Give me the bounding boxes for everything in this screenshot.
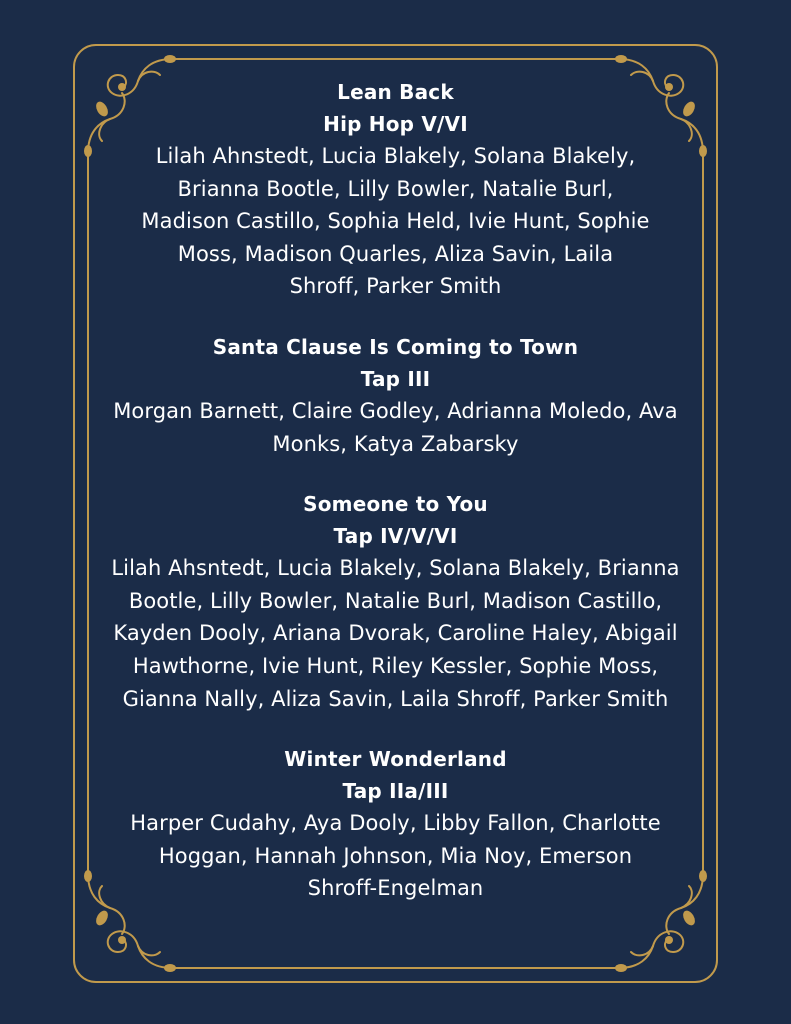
dance-title: Winter Wonderland — [284, 747, 507, 772]
dancer-list: Lilah Ahnstedt, Lucia Blakely, Solana Blakely, Brianna Bootle, Lilly Bowler, Natalie Burl, Madison Castillo, Sophia Held, Ivie Hunt, Sophie Moss, Madison Quarles, Aliza Savin, Laila Shroff, Parker Smith — [141, 144, 650, 299]
program-section — [104, 488, 687, 715]
dancer-list: Harper Cudahy, Aya Dooly, Libby Fallon, Charlotte Hoggan, Hannah Johnson, Mia Noy, Emerson Shroff-Engelman — [130, 811, 661, 901]
dance-class: Tap IIa/III — [342, 779, 449, 804]
program-content — [104, 76, 687, 933]
dance-title: Lean Back — [337, 80, 454, 104]
program-section — [104, 76, 687, 303]
program-section — [104, 743, 687, 905]
dance-title: Santa Clause Is Coming to Town — [212, 334, 579, 359]
dance-class: Tap III — [360, 366, 431, 391]
dance-class: Hip Hop V/VI — [323, 112, 468, 136]
dancer-list: Morgan Barnett, Claire Godley, Adrianna Moledo, Ava Monks, Katya Zabarsky — [113, 398, 678, 456]
dance-class: Tap IV/V/VI — [333, 524, 458, 549]
program-section — [104, 331, 687, 460]
dancer-list: Lilah Ahsntedt, Lucia Blakely, Solana Blakely, Brianna Bootle, Lilly Bowler, Natalie Burl, Madison Castillo, Kayden Dooly, Ariana Dvorak, Caroline Haley, Abigail Hawthorne, Ivie Hunt, Riley Kessler, Sophie Moss, Gianna Nally, Aliza Savin, Laila Shroff, Parker Smith — [111, 556, 680, 711]
dance-title: Someone to You — [303, 492, 488, 517]
